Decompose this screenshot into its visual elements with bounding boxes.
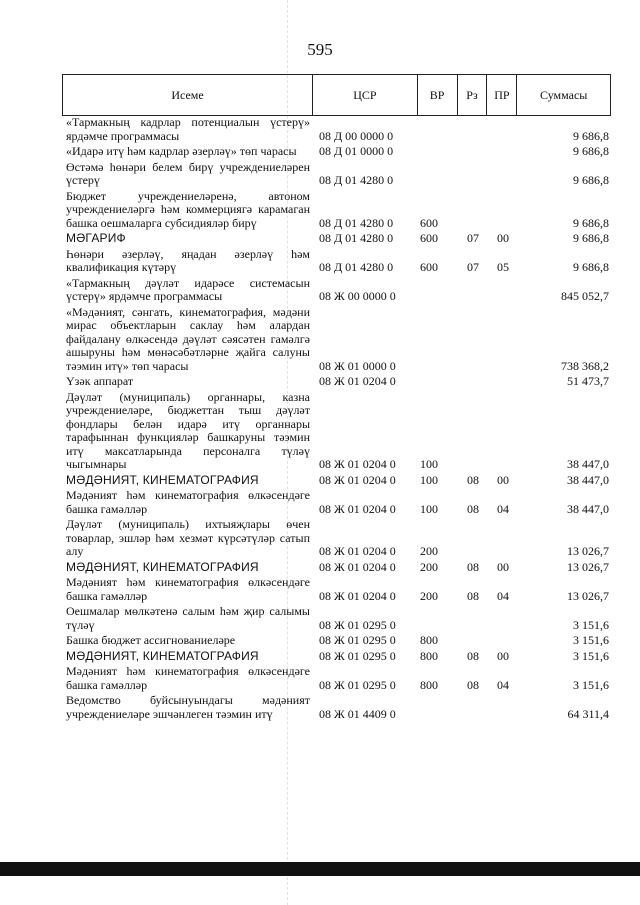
row-sum: 3 151,6 (573, 617, 609, 632)
table-row (62, 375, 611, 391)
row-name: «Тармакның дәүләт идарәсе системасын үстерү» ярдәмче программасы (66, 275, 310, 303)
row-name: «Тармакның кадрлар потенциалын үстерү» ярдәмче программасы (66, 115, 310, 143)
row-csr: 08 Ж 01 0204 0 (319, 588, 396, 603)
row-sum: 9 686,8 (573, 231, 609, 245)
row-rz: 08 (467, 588, 479, 603)
table-row (62, 665, 611, 694)
row-csr: 08 Д 01 4280 0 (319, 215, 394, 230)
table-row (62, 694, 611, 723)
row-sum: 845 052,7 (561, 289, 609, 303)
row-pr: 00 (497, 472, 509, 487)
row-csr: 08 Ж 01 0204 0 (319, 472, 396, 487)
table-row (62, 248, 611, 277)
row-sum: 64 311,4 (567, 706, 609, 721)
row-rz: 08 (467, 648, 479, 663)
table-row (62, 518, 611, 561)
row-vr: 200 (420, 544, 438, 558)
row-sum: 9 686,8 (573, 173, 609, 187)
row-name: Башка бюджет ассигнованиеләре (66, 633, 236, 647)
row-rz: 08 (467, 501, 479, 516)
table-row (62, 116, 611, 145)
page-number: 595 (307, 40, 333, 59)
row-name: Дәүләт (муниципаль) органнары, казна учреждениеләре, бюджеттан тыш дәүләт фондлары белән идарә итү органнары тарафыннан функцияләр башкаруны тәэмин итү максатларында персоналга түләү чыгымнары (66, 389, 310, 471)
row-pr: 00 (497, 559, 509, 574)
row-csr: 08 Ж 00 0000 0 (319, 289, 396, 303)
row-name: Ведомство буйсынуындагы мәдәният учреждениеләре эшчәнлеген тәэмин итү (66, 693, 310, 721)
row-rz: 07 (467, 231, 479, 245)
row-vr: 200 (420, 559, 438, 574)
row-pr: 00 (497, 231, 509, 245)
row-rz: 08 (467, 472, 479, 487)
row-vr: 600 (420, 260, 438, 274)
row-rz: 07 (467, 260, 479, 274)
table-body (62, 116, 611, 723)
table-row (62, 306, 611, 376)
table-row (62, 489, 611, 518)
table-row (62, 391, 611, 474)
row-vr: 600 (420, 215, 438, 230)
row-sum: 38 447,0 (567, 472, 609, 487)
row-name: МӘДӘНИЯТ, КИНЕМАТОГРАФИЯ (66, 648, 259, 663)
row-rz: 08 (467, 559, 479, 574)
row-csr: 08 Ж 01 0204 0 (319, 457, 396, 471)
row-name: Мәдәният һәм кинематография өлкәсендәге башка гамәлләр (66, 488, 310, 516)
row-csr: 08 Ж 01 0204 0 (319, 544, 396, 558)
row-pr: 04 (497, 677, 509, 692)
row-csr: 08 Ж 01 0204 0 (319, 559, 396, 574)
row-sum: 3 151,6 (573, 677, 609, 692)
row-name: Мәдәният һәм кинематография өлкәсендәге башка гамәлләр (66, 664, 310, 692)
row-sum: 9 686,8 (573, 260, 609, 274)
row-name: Һөнәри әзерләү, яңадан әзерләү һәм квалификация күтәрү (66, 246, 310, 274)
row-sum: 13 026,7 (567, 559, 609, 574)
table-row (62, 634, 611, 650)
table-row (62, 605, 611, 634)
header-rz: Рз (458, 75, 488, 115)
header-vr: ВР (418, 75, 458, 115)
header-csr: ЦСР (313, 75, 418, 115)
row-csr: 08 Д 00 0000 0 (319, 128, 394, 143)
table-row (62, 145, 611, 161)
row-csr: 08 Д 01 4280 0 (319, 260, 394, 274)
row-vr: 100 (420, 472, 438, 487)
row-pr: 04 (497, 501, 509, 516)
table-row (62, 190, 611, 233)
row-name: Оешмалар мөлкәтенә салым һәм җир салымы түләү (66, 604, 310, 632)
row-csr: 08 Ж 01 0204 0 (319, 501, 396, 516)
row-name: Бюджет учреждениеләренә, автоном учреждениеләргә һәм коммерциягә карамаган башка оешмаларга субсидияләр бирү (66, 188, 310, 230)
row-csr: 08 Ж 01 0000 0 (319, 358, 396, 373)
row-vr: 800 (420, 677, 438, 692)
row-sum: 9 686,8 (573, 215, 609, 230)
budget-table (62, 74, 611, 723)
row-csr: 08 Ж 01 0295 0 (319, 617, 396, 632)
row-vr: 200 (420, 588, 438, 603)
table-row (62, 650, 611, 666)
row-vr: 100 (420, 501, 438, 516)
row-sum: 13 026,7 (567, 544, 609, 558)
header-name: Исеме (63, 75, 313, 115)
row-csr: 08 Ж 01 0204 0 (319, 374, 396, 388)
row-vr: 100 (420, 457, 438, 471)
row-name: Өстәмә һөнәри белем бирү учреждениеләрен үстерү (66, 159, 310, 187)
row-sum: 9 686,8 (573, 128, 609, 143)
row-name: Дәүләт (муниципаль) ихтыяҗлары өчен товарлар, эшләр һәм хезмәт күрсәтүләр сатып алу (66, 517, 310, 558)
row-vr: 800 (420, 633, 438, 647)
row-rz: 08 (467, 677, 479, 692)
table-row (62, 161, 611, 190)
row-csr: 08 Д 01 0000 0 (319, 144, 394, 158)
row-name: МӘДӘНИЯТ, КИНЕМАТОГРАФИЯ (66, 559, 259, 574)
row-csr: 08 Ж 01 0295 0 (319, 633, 396, 647)
row-vr: 600 (420, 231, 438, 245)
table-row (62, 474, 611, 490)
row-name: МӘГАРИФ (66, 231, 126, 245)
row-csr: 08 Ж 01 4409 0 (319, 706, 396, 721)
row-name: «Идарә итү һәм кадрлар әзерләү» төп чарасы (66, 144, 297, 158)
table-row (62, 232, 611, 248)
row-name: МӘДӘНИЯТ, КИНЕМАТОГРАФИЯ (66, 472, 259, 487)
table-row (62, 561, 611, 577)
row-vr: 800 (420, 648, 438, 663)
row-pr: 00 (497, 648, 509, 663)
row-sum: 13 026,7 (567, 588, 609, 603)
row-sum: 9 686,8 (573, 144, 609, 158)
row-pr: 05 (497, 260, 509, 274)
row-name: «Мәдәният, сәнгать, кинематография, мәдәни мирас объектларын саклау һәм алардан файдалану өлкәсендә дәүләт сәясәтен гамәлгә ашыруны һәм мөнәсәбәтләрне җайга салуны тәэмин итү» төп чарасы (66, 304, 310, 373)
row-csr: 08 Ж 01 0295 0 (319, 648, 396, 663)
row-sum: 38 447,0 (567, 457, 609, 471)
header-sum: Суммасы (539, 87, 588, 102)
row-name: Үзәк аппарат (66, 374, 134, 388)
table-header (62, 74, 611, 116)
row-sum: 3 151,6 (573, 648, 609, 663)
bottom-scan-edge (0, 862, 640, 876)
row-sum: 738 368,2 (561, 358, 609, 373)
row-csr: 08 Д 01 4280 0 (319, 173, 394, 187)
header-pr: ПР (487, 75, 517, 115)
row-csr: 08 Д 01 4280 0 (319, 231, 394, 245)
table-row (62, 277, 611, 306)
row-csr: 08 Ж 01 0295 0 (319, 677, 396, 692)
row-name: Мәдәният һәм кинематография өлкәсендәге башка гамәлләр (66, 575, 310, 603)
table-row (62, 576, 611, 605)
row-sum: 38 447,0 (567, 501, 609, 516)
row-sum: 51 473,7 (567, 374, 609, 388)
row-pr: 04 (497, 588, 509, 603)
row-sum: 3 151,6 (573, 633, 609, 647)
